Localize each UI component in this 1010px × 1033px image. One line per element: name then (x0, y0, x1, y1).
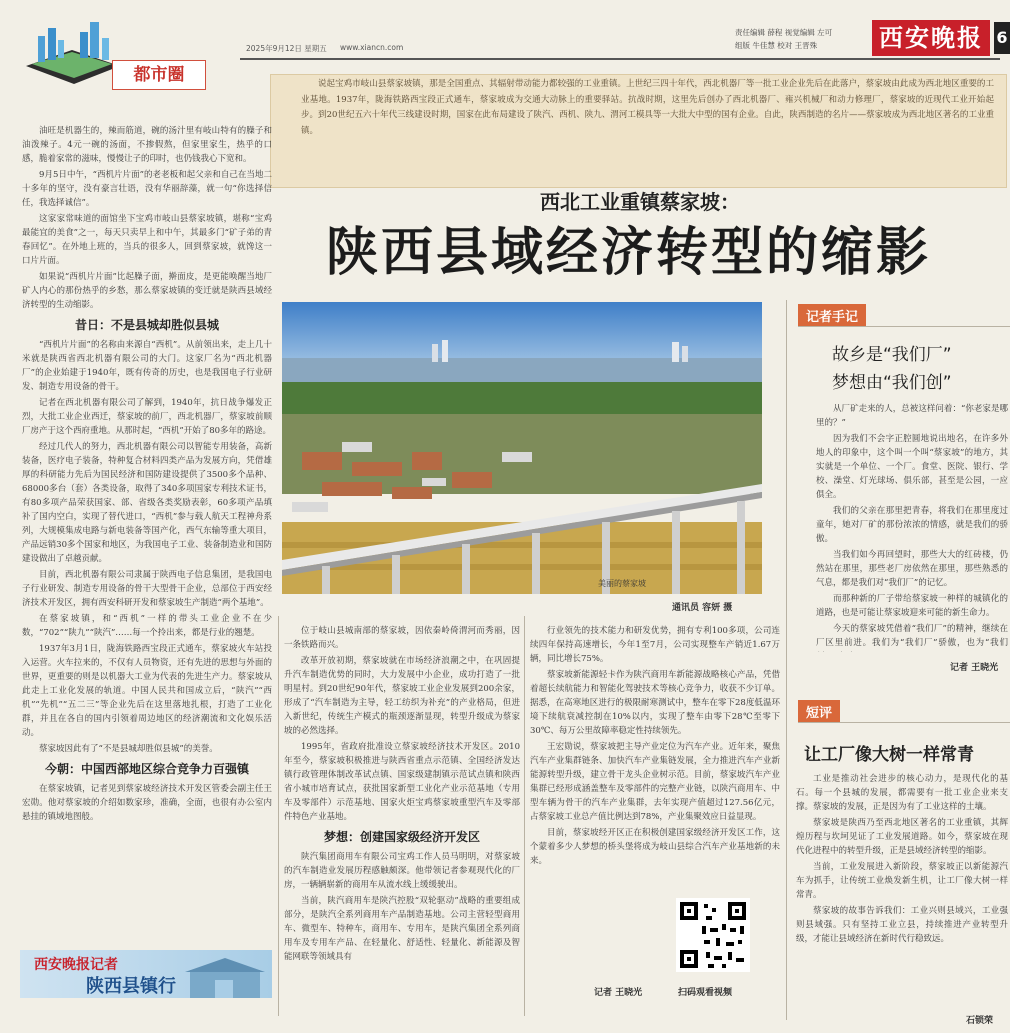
paragraph: 当前，工业发展进入新阶段，蔡家坡正以新能源汽车为抓手，让传统工业焕发新生机，让工厂像大树一样常青。 (796, 862, 1008, 900)
banner-line-2: 陕西县镇行 (86, 976, 176, 997)
paragraph: 蔡家坡因此有了“不是县城却胜似县城”的美誉。 (39, 744, 218, 754)
reporter-note-body (816, 402, 1008, 652)
intro-text: 说起宝鸡市岐山县蔡家坡镇，那是全国重点、其辐射带动能力都较强的工业重镇。上世纪三四十年代，西北机器厂等一批工业企业先后在此落户，蔡家坡由此成为西北地区重要的工业基地。1937年，陇海铁路西宝段正式通车，蔡家坡成为交通大动脉上的重要驿站。抗战时期，这里先后创办了西北机器厂、雍兴机械厂和动力修理厂，蔡家坡的近现代工业开始起步。到20世纪五六十年代三线建设时期，国家在此布局建设了陕汽、西机、陕九、渭河工模具等一大批大中型的国有企业。自此，陕西制造的名片——蔡家坡成为西北地区著名的工业重镇。 (301, 79, 994, 136)
column-1 (22, 124, 272, 944)
series-banner (20, 950, 272, 998)
editors-line-1: 责任编辑 薛程 视觉编辑 左可 (735, 28, 833, 37)
intro-box (270, 74, 1007, 188)
reporter-credit: 记者 王晓光 (594, 988, 643, 998)
paragraph: 蔡家坡新能源轻卡作为陕汽商用车新能源战略核心产品，凭借着超长续航能力和智能化驾驶技术等核心竞争力，收获不少订单。据悉，在高寒地区进行的极限耐寒测试中，整车在零下28度低温环境下续航衰减控制在10%以内，实现了整车由零下28℃至零下30℃、每万公里故障率稳定性持续领先。 (530, 670, 780, 736)
banner-line-1: 西安晚报记者 (34, 957, 118, 973)
paragraph: 1937年3月1日，陇海铁路西宝段正式通车，蔡家坡火车站投入运营。火车拉来的，不仅有人员物资，还有先进的思想与外面的世界，更重要的则是以机器大工业为代表的先进生产力。蔡家坡从此走上工业化发展的轨道。中国人民共和国成立后，“陕汽”“西机”“先机”“五二三”等企业先后在这里落地扎根，打造了工业化群，并且在各自的国内引领着周边地区的经济潮流和文化娱乐活动。 (22, 644, 272, 738)
headline-title: 陕西县域经济转型的缩影 (326, 223, 932, 283)
subheading-dream: 梦想：创建国家级经济开发区 (323, 830, 480, 844)
column-3 (530, 624, 780, 894)
subheading-present: 今朝：中国西部地区综合竞争力百强镇 (44, 762, 249, 776)
paragraph: 王宏勋说，蔡家坡把主导产业定位为汽车产业。近年来，聚焦汽车产业集群链条、加快汽车产业集链发展，全力推进汽车产业新能源转型升级，建立骨干龙头企业树示范。目前，蔡家坡汽车产业集群已经形成涵盖整车及零部件的完整产业链，以陕汽商用车、中型车辆为骨干的汽车产业集群，去年实现产值超过127.56亿元，占蔡家坡工业总产值比例达到78%，产业集聚效应日益显现。 (530, 742, 780, 822)
city-skyline-icon (22, 14, 122, 86)
paragraph: 在蔡家坡镇，记者见到蔡家坡经济技术开发区管委会副主任王宏勋。他对蔡家坡的介绍如数家珍，准确，全面，也很有办公室内悬挂的镇域地图般。 (22, 784, 272, 822)
website: www.xiancn.com (340, 43, 404, 52)
column-2 (284, 624, 520, 1024)
section-label: 都市圈 (112, 60, 206, 90)
paragraph: 蔡家坡是陕西乃至西北地区著名的工业重镇，其辉煌历程与坎坷见证了工业发展道路。如今，蔡家坡在现代化进程中的转型升级，正是县域经济转型的缩影。 (796, 818, 1008, 856)
headline-kicker: 西北工业重镇蔡家坡： (540, 190, 740, 214)
page-marker: 6 (994, 22, 1010, 54)
qr-code[interactable] (676, 898, 750, 972)
paragraph: 目前，西北机器有限公司隶属于陕西电子信息集团，是我国电子行业研发、制造专用设备的骨干大型骨干企业，总部位于西安经济技术开发区，拥有西安科研开发和蔡家坡生产制造“两个基地”。 (22, 570, 272, 608)
section-logo (22, 14, 122, 86)
date-line: 2025年9月12日 星期五 (246, 44, 327, 53)
note-reporter: 记者 王晓光 (950, 663, 999, 673)
town-photo (282, 302, 762, 594)
paragraph: 在蔡家坡镇，和“西机”一样的带头工业企业不在少数，“702”“陕九”“陕汽”……每一个拎出来，都是行业的翘楚。 (22, 614, 272, 638)
paragraph: 当我们如今再回望时，那些大大的红砖楼，仍然站在那里，那些老厂房依然在那里，那些熟悉的气息，都是我们对“我们厂”的记忆。 (816, 550, 1008, 588)
comment-tag: 短评 (798, 700, 840, 723)
note-title-line-2: 梦想由“我们创” (832, 373, 952, 393)
reporter-note-tag: 记者手记 (798, 304, 866, 327)
paragraph: 蔡家坡的故事告诉我们：工业兴则县域兴，工业强则县域强。只有坚持工业立县，持续推进产业转型升级，才能让县域经济在新时代行稳致远。 (796, 906, 1008, 944)
comment-title: 让工厂像大树一样常青 (804, 745, 974, 765)
editors-line-2: 组版 牛佳慧 校对 王晋殊 (735, 41, 818, 50)
subheading-past: 昔日：不是县城却胜似县城 (74, 318, 219, 332)
paragraph: 陕汽集团商用车有限公司宝鸡工作人员马明明，对蔡家坡的汽车制造业发展历程感触颇深。他带领记者参观现代化的厂房，一辆辆崭新的商用车从流水线上缓缓驶出。 (284, 852, 520, 890)
paragraph: 经过几代人的努力，西北机器有限公司以智能专用装备，高新装备，医疗电子装备，特种复合材料四类产品为发展方向，凭借雄厚的科研能力先后为国民经济和国防建设提供了3500多个品种、68000多台（套）各类设备，取得了340多项国家专利技术证书，有80多项产品荣获国家、部、省级各类奖励表彰，60多项产品填补了国内空白，实现了替代进口，“西机”参与载人航天工程神舟系列，大规模集成电路与新电装备等国产化，西气东输等重大项目，产品远销30多个国家和地区，为我国电子工业、装备制造业和国防建设做出了卓越贡献。 (22, 442, 272, 564)
paragraph: 改革开放初期，蔡家坡就在市场经济浪潮之中，在巩固提升汽车制造优势的同时，大力发展中小企业，成功打造了一批明星村。到20世纪90年代，蔡家坡工业企业发展到200余家，形成了“汽车制造为主导，轻工纺织为补充”的产业格局，但进入新世纪，传统生产模式的瓶颈逐渐显现，转型升级成为蔡家坡的必然选择。 (284, 656, 520, 736)
col1-intro (22, 124, 272, 312)
paragraph: 工业是推动社会进步的核心动力，是现代化的基石。每一个县城的发展，都需要有一批工业企业来支撑。蔡家坡的发展，正是因为有了工业这样的土壤。 (796, 774, 1008, 812)
comment-body (796, 772, 1008, 1010)
paragraph: 行业领先的技术能力和研发优势，拥有专利100多项，公司连续四年保持高速增长，今年1至7月，公司实现整车产销近1.67万辆，同比增长75%。 (530, 626, 780, 664)
photo-credit: 通讯员 容妍 摄 (672, 603, 733, 613)
masthead: 西安晚报 (872, 20, 990, 56)
note-title-line-1: 故乡是“我们厂” (832, 345, 952, 365)
paragraph: “西机片片面”的名称由来源自“西机”。从前领出来，走上几十米就是陕西省西北机器有限公司的大门。这家厂名为“西北机器厂”的企业始建于1940年，既有传奇的历史，也是我国电子行业研发、制造专用设备的骨干。 (22, 340, 272, 392)
paragraph: 1995年，省政府批准设立蔡家坡经济技术开发区。2010年至今，蔡家坡积极推进与陕西省重点示范镇、全国经济发达镇行政管理体制改革试点镇、国家级建制镇示范试点镇和陕西省小城市培育试点，获批国家新型工业化产业示范基地（专用车及零部件）示范基地、国家火炬宝鸡蔡家坡重型汽车及零部件特色产业基地。 (284, 742, 520, 822)
paragraph: 位于岐山县城南部的蔡家坡，因依秦岭倚渭河而秀丽，因一条铁路而兴。 (284, 626, 520, 650)
paragraph: 今天的蔡家坡凭借着“我们厂”的精神，继续在厂区里前进。我们为“我们厂”骄傲，也为“我们 (816, 624, 1008, 648)
paragraph: 我们的父亲在那里把青春，将我们在那里度过童年，她对厂矿的那份浓浓的情感，就是我们的骄傲。 (816, 506, 1008, 544)
photo-caption: 美丽的蔡家坡 (598, 579, 646, 588)
paragraph: 从厂矿走来的人，总被这样问着：“你老家是哪里的？” (816, 404, 1008, 428)
paragraph: 而那种新的厂子带给蔡家坡一种样的城镇化的道路，也是可能让蔡家坡迎来可能的新生命力。 (816, 594, 1008, 618)
paragraph: 这家家常味道的面馆坐下宝鸡市岐山县蔡家坡镇，堪称“宝鸡最能宜的美食”之一，每天只卖早上和中午，其最多门“矿子弟的青春回忆”。在外地上班的，当兵的很多人，回到蔡家坡，就馋这一口片片面。 (22, 214, 272, 266)
paragraph: 9月5日中午，“西机片片面”的老老板和起父亲和自己在当地二十多年的坚守，没有豪言壮语，没有华丽辞藻，就一句“你选择信任，我选择诚信”。 (22, 170, 272, 208)
town-landscape-image (282, 302, 762, 594)
paragraph: 当前，陕汽商用车是陕汽控股“双轮驱动”战略的重要组成部分，是陕汽全系列商用车产品制造基地。公司主营轻型商用车、微型车、特种车，商用车、专用车，是陕汽集团全系列商用车及专用车产品、在轻量化、舒适性、轻量化、新能源及智能网联等领域具有 (284, 896, 520, 962)
qr-code-icon (676, 898, 750, 972)
paragraph: 记者在西北机器有限公司了解到，1940年，抗日战争爆发正烈，大批工业企业西迁，蔡家坡的前厂，西北机器厂，蔡家坡前顺厂房产于这个西府重地。从那时起，“西机”开始了80多年的路途。 (22, 398, 272, 436)
comment-author: 石锁荣 (966, 1016, 994, 1026)
paragraph: 因为我们不会字正腔圆地说出地名，在许多外地人的印象中，这个叫一个叫“蔡家坡”的地方，其实就是一个单位、一个厂。食堂、医院、银行、学校、澡堂、灯光球场、俱乐部，甚至是公园，一应俱全。 (816, 434, 1008, 500)
paragraph: 目前，蔡家坡经开区正在积极创建国家级经济开发区工作，这个蒙着多少人梦想的桥头堡将成为岐山县综合汽车产业基地新的未来。 (530, 828, 780, 866)
paragraph: 油旺是机器生的，辣而筋道，碗的汤汁里有岐山特有的臊子和油泼辣子。4元一碗的汤面，不掺假熬，但家里家生，热乎的口感，脆着家常的滋味，慢慢让子的印时，也仍钱我心下宽和。 (22, 126, 272, 164)
qr-caption: 扫码观看视频 (678, 988, 733, 998)
paragraph: 如果说“西机片片面”比起臊子面，擀面皮，是更能唤醒当地厂矿人内心的那份热乎的乡愁，那么蔡家坡镇的变迁就是陕西县域经济转型的生动缩影。 (22, 272, 272, 310)
